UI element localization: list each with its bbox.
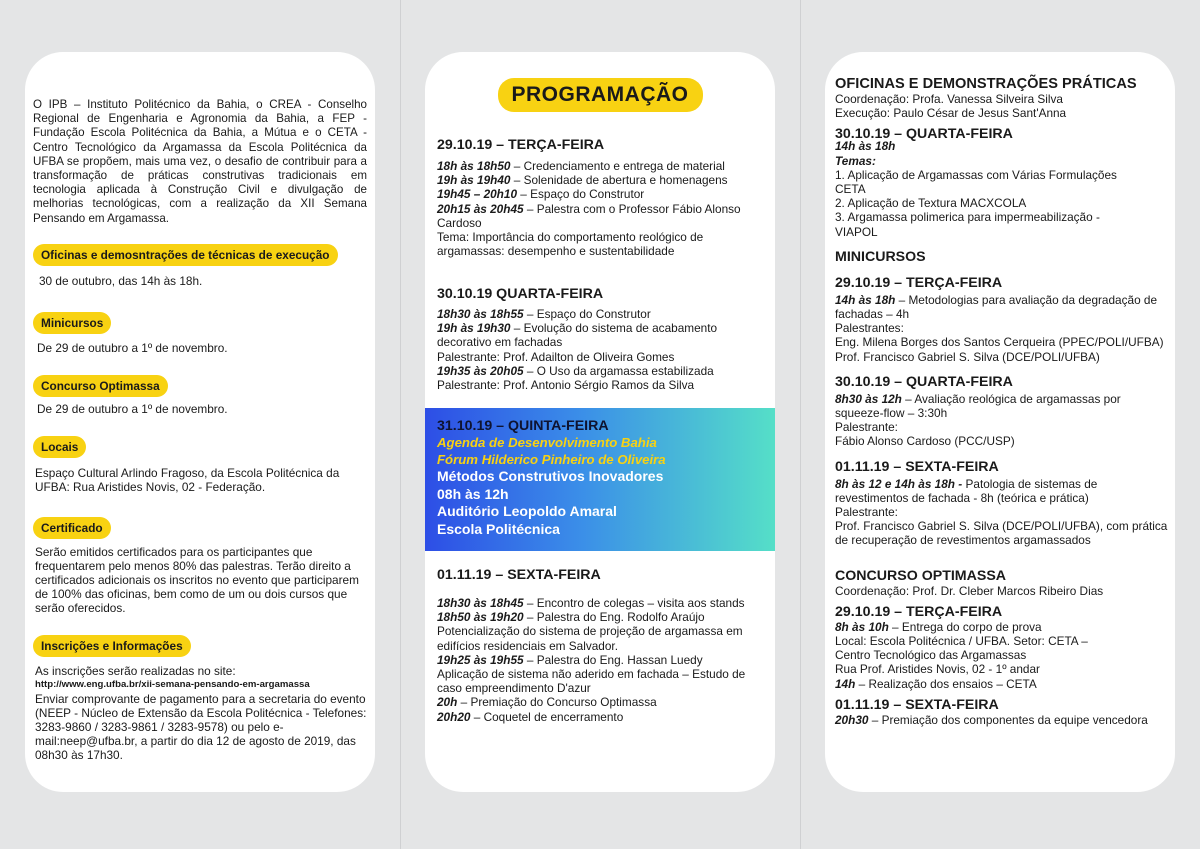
intro-paragraph: O IPB – Instituto Politécnico da Bahia, o CREA - Conselho Regional de Engenharia e Agronomia da Bahia, a FEP - Fundação Escola Politécnica da Bahia, a Mútua e o CETA - Centro Tecnológico da Argamassa da Escola Politécnica da UFBA se propõem, mais uma vez, o desafio de contribuir para a transformação de práticas construtivas tradicionais em tecnologia aplicada à Construção Civil e divulgação de melhorias tecnológicas, com a realização da XII Semana Pensando em Argamassa.	[33, 98, 367, 225]
contest-item: 20h30 – Premiação dos componentes da equipe vencedora	[835, 712, 1148, 727]
day-date: 01.11.19 – SEXTA-FEIRA	[437, 567, 601, 583]
time: 14h às 18h	[835, 139, 896, 154]
section-label: Minicursos	[33, 312, 111, 334]
speaker: Prof. Francisco Gabriel S. Silva (DCE/POLI/UFBA), com prática de recuperação de revestimentos argamassados	[835, 519, 1168, 548]
concurso-title: CONCURSO OPTIMASSA	[835, 567, 1007, 584]
section-minicursos	[33, 312, 111, 334]
speakers-label: Palestrante:	[835, 420, 898, 435]
day-date: 01.11.19 – SEXTA-FEIRA	[835, 458, 999, 475]
info-panel	[25, 52, 375, 792]
fold-line-2	[800, 0, 801, 849]
day-date: 01.11.19 – SEXTA-FEIRA	[835, 696, 999, 713]
day-date: 30.10.19 QUARTA-FEIRA	[437, 286, 604, 302]
program-title: PROGRAMAÇÃO	[498, 78, 703, 112]
details-panel	[825, 52, 1175, 792]
schedule-item: 20h – Premiação do Concurso Optimassa	[437, 695, 657, 710]
contact-text: Enviar comprovante de pagamento para a secretaria do evento (NEEP - Núcleo de Extensão da Escola Politécnica - Telefones: 3283-9860 / 3283-9861 / 3283-9578) ou pelo e-mail:neep@ufba.br, a partir do dia 12 de agosto de 2019, das 08h30 às 17h30.	[35, 692, 367, 762]
location-line: Centro Tecnológico das Argamassas	[835, 648, 1027, 663]
section-label: Oficinas e demosntrações de técnicas de execução	[33, 244, 338, 266]
tema-item: 2. Aplicação de Textura MACXCOLA	[835, 196, 1027, 211]
schedule-item: 18h30 às 18h45 – Encontro de colegas – visita aos stands	[437, 596, 745, 610]
course-item: 8h30 às 12h – Avaliação reológica de argamassas por squeeze-flow – 3:30h	[835, 391, 1121, 421]
inscricoes-block	[33, 664, 367, 762]
speakers-label: Palestrantes:	[835, 321, 904, 336]
schedule-item: 20h20 – Coquetel de encerramento	[437, 709, 624, 724]
day-29	[425, 137, 775, 258]
speaker: Palestrante: Prof. Adailton de Oliveira Gomes	[437, 349, 675, 364]
coordination: Coordenação: Prof. Dr. Cleber Marcos Ribeiro Dias	[835, 583, 1104, 598]
schedule-tema: Tema: Importância do comportamento reológico de argamassas: desempenho e sustentabilidade	[437, 230, 704, 259]
schedule-item: 18h50 às 19h20 – Palestra do Eng. Rodolfo Araújo	[437, 610, 705, 625]
section-certificado	[33, 517, 111, 539]
day-date: 31.10.19 – QUINTA-FEIRA	[437, 418, 609, 434]
section-text: 30 de outubro, das 14h às 18h.	[39, 274, 203, 288]
section-concurso	[33, 375, 168, 397]
tema-item: 3. Argamassa polimerica para impermeabilização -	[835, 210, 1100, 225]
tema-item: CETA	[835, 182, 866, 197]
schedule-item: 19h35 às 20h05 – O Uso da argamassa estabilizada	[437, 363, 714, 378]
section-text: As inscrições serão realizadas no site:	[35, 664, 236, 678]
contest-item: 8h às 10h – Entrega do corpo de prova	[835, 619, 1042, 634]
speaker: Palestrante: Prof. Antonio Sérgio Ramos da Silva	[437, 378, 695, 393]
section-text: Espaço Cultural Arlindo Fragoso, da Escola Politécnica da UFBA: Rua Aristides Novis, 02 - Federação.	[35, 466, 340, 494]
speaker: Fábio Alonso Cardoso (PCC/USP)	[835, 434, 1015, 449]
schedule-item: 19h25 às 19h55 – Palestra do Eng. Hassan Luedy	[437, 652, 703, 667]
section-label: Concurso Optimassa	[33, 375, 168, 397]
highlight-line: Auditório Leopoldo Amaral	[437, 503, 617, 519]
day-date: 29.10.19 – TERÇA-FEIRA	[437, 137, 605, 153]
minicursos-title: MINICURSOS	[835, 248, 926, 265]
highlight-line: Agenda de Desenvolvimento Bahia	[437, 435, 657, 450]
day-01	[425, 567, 775, 724]
section-oficinas	[33, 244, 338, 266]
coordination: Coordenação: Profa. Vanessa Silveira Silva	[835, 92, 1063, 106]
section-label: Inscrições e Informações	[33, 635, 191, 657]
program-panel	[425, 52, 775, 792]
location-line: Local: Escola Politécnica / UFBA. Setor: CETA –	[835, 634, 1088, 649]
section-label: Locais	[33, 436, 86, 458]
highlight-line: Escola Politécnica	[437, 520, 560, 537]
highlight-day-31	[425, 408, 775, 551]
schedule-desc: Aplicação de sistema não aderido em fachada – Estudo de caso empreendimento D'azur	[437, 667, 746, 696]
execution: Execução: Paulo César de Jesus Sant'Anna	[835, 106, 1067, 121]
section-locais	[33, 436, 86, 458]
tema-item: 1. Aplicação de Argamassas com Várias Formulações	[835, 167, 1117, 182]
speakers-label: Palestrante:	[835, 505, 898, 520]
highlight-line: 08h às 12h	[437, 485, 509, 502]
schedule-item: 19h às 19h30 – Evolução do sistema de acabamento decorativo em fachadas	[437, 321, 718, 350]
section-text: De 29 de outubro a 1º de novembro.	[37, 341, 228, 355]
registration-link[interactable]: http://www.eng.ufba.br/xii-semana-pensando-em-argamassa	[35, 679, 310, 690]
schedule-item: 19h às 19h40 – Solenidade de abertura e homenagens	[437, 173, 728, 188]
section-text: De 29 de outubro a 1º de novembro.	[37, 402, 228, 416]
schedule-desc: Potencialização do sistema de projeção de argamassa em edifícios residenciais em Salvador.	[437, 624, 743, 653]
day-date: 29.10.19 – TERÇA-FEIRA	[835, 274, 1003, 291]
day-date: 30.10.19 – QUARTA-FEIRA	[835, 126, 1013, 143]
temas-label: Temas:	[835, 153, 876, 168]
schedule-item: 18h30 às 18h55 – Espaço do Construtor	[437, 307, 651, 321]
speaker: Prof. Francisco Gabriel S. Silva (DCE/POLI/UFBA)	[835, 349, 1100, 364]
course-item: 8h às 12 e 14h às 18h - Patologia de sistemas de revestimentos de fachada - 8h (teórica e prática)	[835, 476, 1098, 505]
schedule-item: 20h15 às 20h45 – Palestra com o Professor Fábio Alonso Cardoso	[437, 201, 741, 230]
schedule-item: 19h45 – 20h10 – Espaço do Construtor	[437, 187, 645, 202]
section-text: Serão emitidos certificados para os participantes que frequentarem pelo menos 80% das palestras. Terão direito a certificados adicionais os inscritos no evento que participarem de 100% das oficinas, bem como de um ou dois cursos que serão oferecidos.	[35, 545, 359, 615]
tema-item: VIAPOL	[835, 224, 878, 239]
oficinas-title: OFICINAS E DEMONSTRAÇÕES PRÁTICAS	[835, 76, 1137, 92]
day-date: 30.10.19 – QUARTA-FEIRA	[835, 373, 1013, 390]
highlight-line: Fórum Hilderico Pinheiro de Oliveira	[437, 452, 666, 467]
course-item: 14h às 18h – Metodologias para avaliação da degradação de fachadas – 4h	[835, 292, 1158, 322]
speaker: Eng. Milena Borges dos Santos Cerqueira (PPEC/POLI/UFBA)	[835, 335, 1164, 350]
section-label: Certificado	[33, 517, 111, 539]
day-date: 29.10.19 – TERÇA-FEIRA	[835, 603, 1003, 620]
day-30	[425, 286, 775, 392]
location-line: Rua Prof. Aristides Novis, 02 - 1º andar	[835, 662, 1040, 677]
fold-line-1	[400, 0, 401, 849]
highlight-line: Métodos Construtivos Inovadores	[437, 468, 664, 484]
schedule-item: 18h às 18h50 – Credenciamento e entrega de material	[437, 159, 725, 173]
contest-item: 14h – Realização dos ensaios – CETA	[835, 676, 1037, 691]
section-inscricoes	[33, 635, 191, 657]
